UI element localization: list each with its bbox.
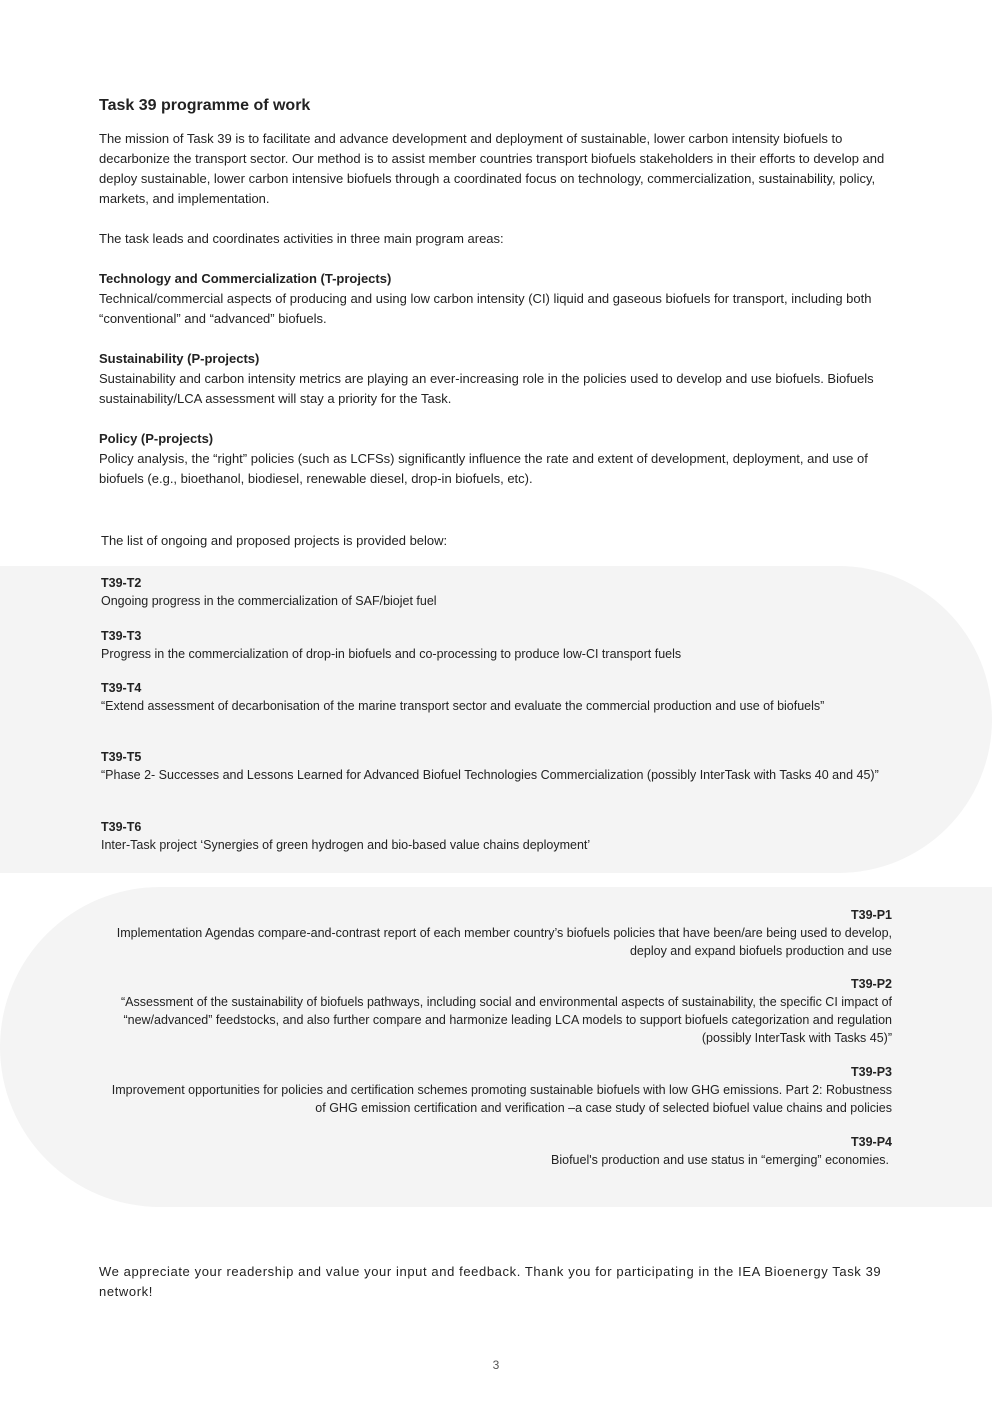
project-t5 bbox=[101, 748, 896, 784]
page-number: 3 bbox=[492, 1358, 500, 1372]
project-description: “Assessment of the sustainability of biofuels pathways, including social and environmental aspects of sustainability, the specific CI impact of “new/advanced” feedstocks, and also further compare and harmonize leading LCA models to support biofuels categorization and regulation (possibly InterTask with Tasks 45)” bbox=[121, 995, 892, 1045]
program-area-sustainability bbox=[99, 349, 899, 409]
projects-intro: The list of ongoing and proposed projects is provided below: bbox=[101, 533, 448, 548]
project-code: T39-P1 bbox=[851, 908, 892, 922]
project-p1 bbox=[100, 906, 892, 960]
program-area-text: Sustainability and carbon intensity metrics are playing an ever-increasing role in the policies used to develop and use biofuels. Biofuels sustainability/LCA assessment will stay a priority for the Task. bbox=[99, 371, 874, 406]
areas-intro: The task leads and coordinates activities in three main program areas: bbox=[99, 231, 504, 246]
project-description: “Extend assessment of decarbonisation of the marine transport sector and evaluate the commercial production and use of biofuels” bbox=[101, 699, 825, 713]
project-code: T39-T3 bbox=[101, 629, 142, 643]
project-description: Biofuel's production and use status in “emerging” economies. bbox=[551, 1153, 889, 1167]
program-area-title: Sustainability (P-projects) bbox=[99, 351, 260, 366]
project-p4 bbox=[100, 1133, 892, 1169]
project-t6 bbox=[101, 818, 896, 854]
project-code: T39-T2 bbox=[101, 576, 142, 590]
project-code: T39-P4 bbox=[851, 1135, 892, 1149]
project-t3 bbox=[101, 627, 896, 663]
closing-message: We appreciate your readership and value your input and feedback. Thank you for participating in the IEA Bioenergy Task 39 network! bbox=[99, 1264, 882, 1299]
project-code: T39-T6 bbox=[101, 820, 142, 834]
program-area-text: Technical/commercial aspects of producing and using low carbon intensity (CI) liquid and gaseous biofuels for transport, including both “conventional” and “advanced” biofuels. bbox=[99, 291, 872, 326]
project-p3 bbox=[100, 1063, 892, 1117]
program-area-text: Policy analysis, the “right” policies (such as LCFSs) significantly influence the rate and extent of development, deployment, and use of biofuels (e.g., bioethanol, biodiesel, renewable diesel, drop-in biofuels, etc). bbox=[99, 451, 868, 486]
project-code: T39-T4 bbox=[101, 681, 142, 695]
section-heading: Task 39 programme of work bbox=[99, 97, 311, 114]
project-description: “Phase 2- Successes and Lessons Learned for Advanced Biofuel Technologies Commercialization (possibly InterTask with Tasks 40 and 45)” bbox=[101, 768, 879, 782]
project-t2 bbox=[101, 574, 896, 610]
project-description: Improvement opportunities for policies and certification schemes promoting sustainable biofuels with low GHG emissions. Part 2: Robustness of GHG emission certification and verification –a case study of selected biofuel value chains and policies bbox=[111, 1083, 892, 1115]
project-code: T39-P3 bbox=[851, 1065, 892, 1079]
project-p2 bbox=[100, 975, 892, 1047]
project-code: T39-P2 bbox=[851, 977, 892, 991]
project-t4 bbox=[101, 679, 896, 715]
project-description: Implementation Agendas compare-and-contrast report of each member country’s biofuels policies that have been/are being used to develop, deploy and expand biofuels production and use bbox=[116, 926, 892, 958]
project-description: Ongoing progress in the commercialization of SAF/biojet fuel bbox=[101, 594, 437, 608]
program-area-title: Policy (P-projects) bbox=[99, 431, 214, 446]
program-area-policy bbox=[99, 429, 899, 489]
project-code: T39-T5 bbox=[101, 750, 142, 764]
mission-paragraph: The mission of Task 39 is to facilitate and advance development and deployment of sustainable, lower carbon intensity biofuels to decarbonize the transport sector. Our method is to assist member countries transport biofuels stakeholders in their efforts to develop and deploy sustainable, lower carbon intensive biofuels through a coordinated focus on technology, commercialization, sustainability, policy, markets, and implementation. bbox=[99, 131, 885, 206]
program-area-title: Technology and Commercialization (T-projects) bbox=[99, 271, 392, 286]
project-description: Inter-Task project ‘Synergies of green hydrogen and bio-based value chains deployment’ bbox=[101, 838, 591, 852]
project-description: Progress in the commercialization of drop-in biofuels and co-processing to produce low-CI transport fuels bbox=[101, 647, 682, 661]
program-area-technology bbox=[99, 269, 899, 329]
